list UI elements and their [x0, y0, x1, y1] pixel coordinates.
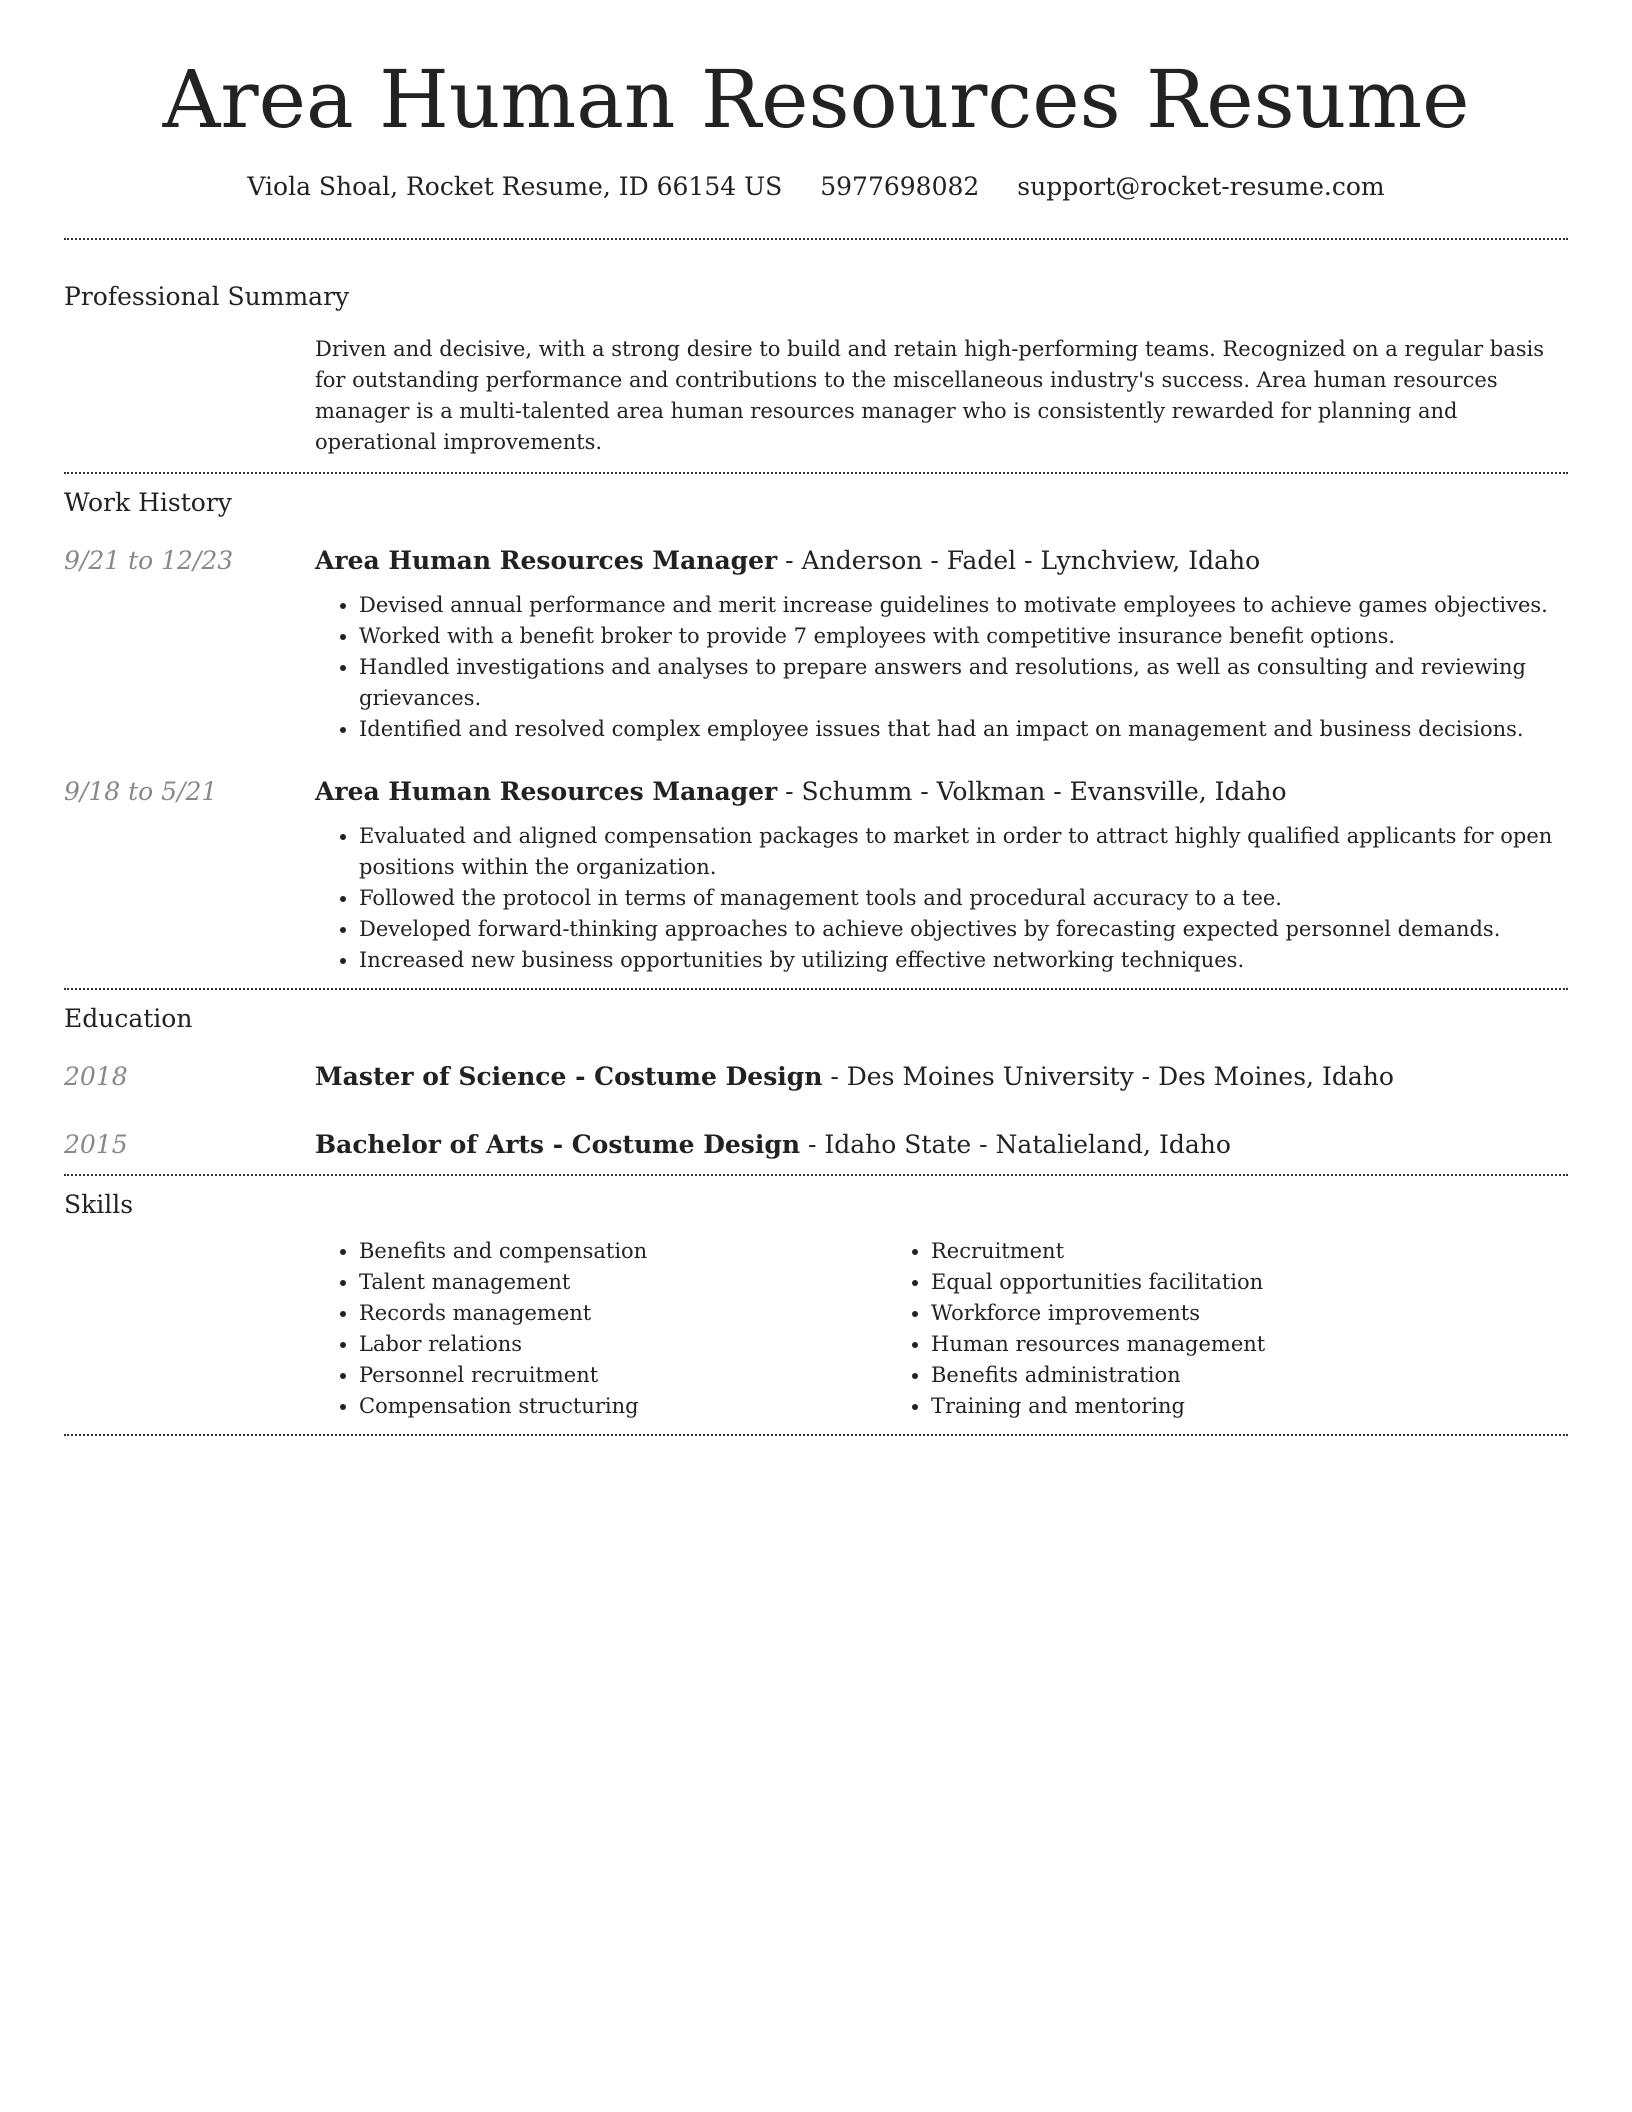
work-history-heading: Work History [64, 488, 232, 517]
job-title-line: Area Human Resources Manager - Anderson - Fadel - Lynchview, Idaho [315, 546, 1261, 575]
job-title: Area Human Resources Manager [315, 777, 778, 806]
job-company: Anderson - Fadel - Lynchview, Idaho [801, 546, 1261, 575]
skill-item: • Human resources management [931, 1329, 1507, 1360]
job-entry [64, 544, 1568, 745]
contact-phone: 5977698082 [820, 172, 980, 201]
section-divider [64, 238, 1568, 240]
job-dates: 9/18 to 5/21 [64, 777, 218, 806]
job-title-line: Area Human Resources Manager - Schumm - Volkman - Evansville, Idaho [315, 777, 1287, 806]
job-bullet: • Worked with a benefit broker to provide 7 employees with competitive insurance benefit options. [359, 621, 1568, 652]
job-bullet: • Developed forward-thinking approaches to achieve objectives by forecasting expected personnel demands. [359, 914, 1568, 945]
education-school: Idaho State - Natalieland, Idaho [824, 1130, 1231, 1159]
skill-item: • Recruitment [931, 1236, 1507, 1267]
job-bullet: • Increased new business opportunities by utilizing effective networking techniques. [359, 945, 1568, 976]
skill-item: • Talent management [359, 1267, 887, 1298]
education-year: 2015 [64, 1130, 128, 1159]
job-dates: 9/21 to 12/23 [64, 546, 234, 575]
skill-item: • Equal opportunities facilitation [931, 1267, 1507, 1298]
job-company: Schumm - Volkman - Evansville, Idaho [801, 777, 1287, 806]
section-divider [64, 988, 1568, 990]
job-bullet: • Handled investigations and analyses to prepare answers and resolutions, as well as consulting and reviewing grievances. [359, 652, 1568, 714]
skill-item: • Workforce improvements [931, 1298, 1507, 1329]
contact-email: support@rocket-resume.com [1017, 172, 1385, 201]
job-bullet: • Identified and resolved complex employee issues that had an impact on management and business decisions. [359, 714, 1568, 745]
resume-title: Area Human Resources Resume [162, 53, 1470, 146]
skills-list-left [315, 1236, 887, 1422]
contact-line [64, 170, 1568, 204]
section-divider [64, 472, 1568, 474]
skills-heading: Skills [64, 1190, 134, 1219]
skill-item: • Labor relations [359, 1329, 887, 1360]
education-entry [64, 1060, 1568, 1094]
summary-text: Driven and decisive, with a strong desire to build and retain high-performing teams. Recognized on a regular basis for outstanding performance and contributions to the miscellaneous industry's success. Area human resources manager is a multi-talented area human resources manager who is consistently rewarded for planning and operational improvements. [315, 337, 1545, 454]
skills-list-right [887, 1236, 1507, 1422]
education-school: Des Moines University - Des Moines, Idaho [846, 1062, 1394, 1091]
education-entry [64, 1128, 1568, 1162]
summary-heading: Professional Summary [64, 282, 350, 311]
skill-item: • Personnel recruitment [359, 1360, 887, 1391]
education-degree: Bachelor of Arts - Costume Design [315, 1130, 801, 1159]
job-bullets [64, 590, 1568, 745]
job-bullet: • Evaluated and aligned compensation packages to market in order to attract highly qualified applicants for open positions within the organization. [359, 821, 1568, 883]
education-heading: Education [64, 1004, 193, 1033]
education-degree: Master of Science - Costume Design [315, 1062, 823, 1091]
education-year: 2018 [64, 1062, 128, 1091]
education-line: Bachelor of Arts - Costume Design - Idaho State - Natalieland, Idaho [315, 1130, 1231, 1159]
job-entry [64, 775, 1568, 976]
contact-address: Viola Shoal, Rocket Resume, ID 66154 US [247, 172, 783, 201]
skill-item: • Benefits administration [931, 1360, 1507, 1391]
job-bullet: • Followed the protocol in terms of management tools and procedural accuracy to a tee. [359, 883, 1568, 914]
skill-item: • Training and mentoring [931, 1391, 1507, 1422]
job-title: Area Human Resources Manager [315, 546, 778, 575]
education-line: Master of Science - Costume Design - Des Moines University - Des Moines, Idaho [315, 1062, 1394, 1091]
skills-columns [315, 1236, 1568, 1422]
job-bullet: • Devised annual performance and merit increase guidelines to motivate employees to achieve games objectives. [359, 590, 1568, 621]
section-divider [64, 1174, 1568, 1176]
skill-item: • Benefits and compensation [359, 1236, 887, 1267]
skill-item: • Compensation structuring [359, 1391, 887, 1422]
section-divider [64, 1434, 1568, 1436]
skill-item: • Records management [359, 1298, 887, 1329]
job-bullets [64, 821, 1568, 976]
